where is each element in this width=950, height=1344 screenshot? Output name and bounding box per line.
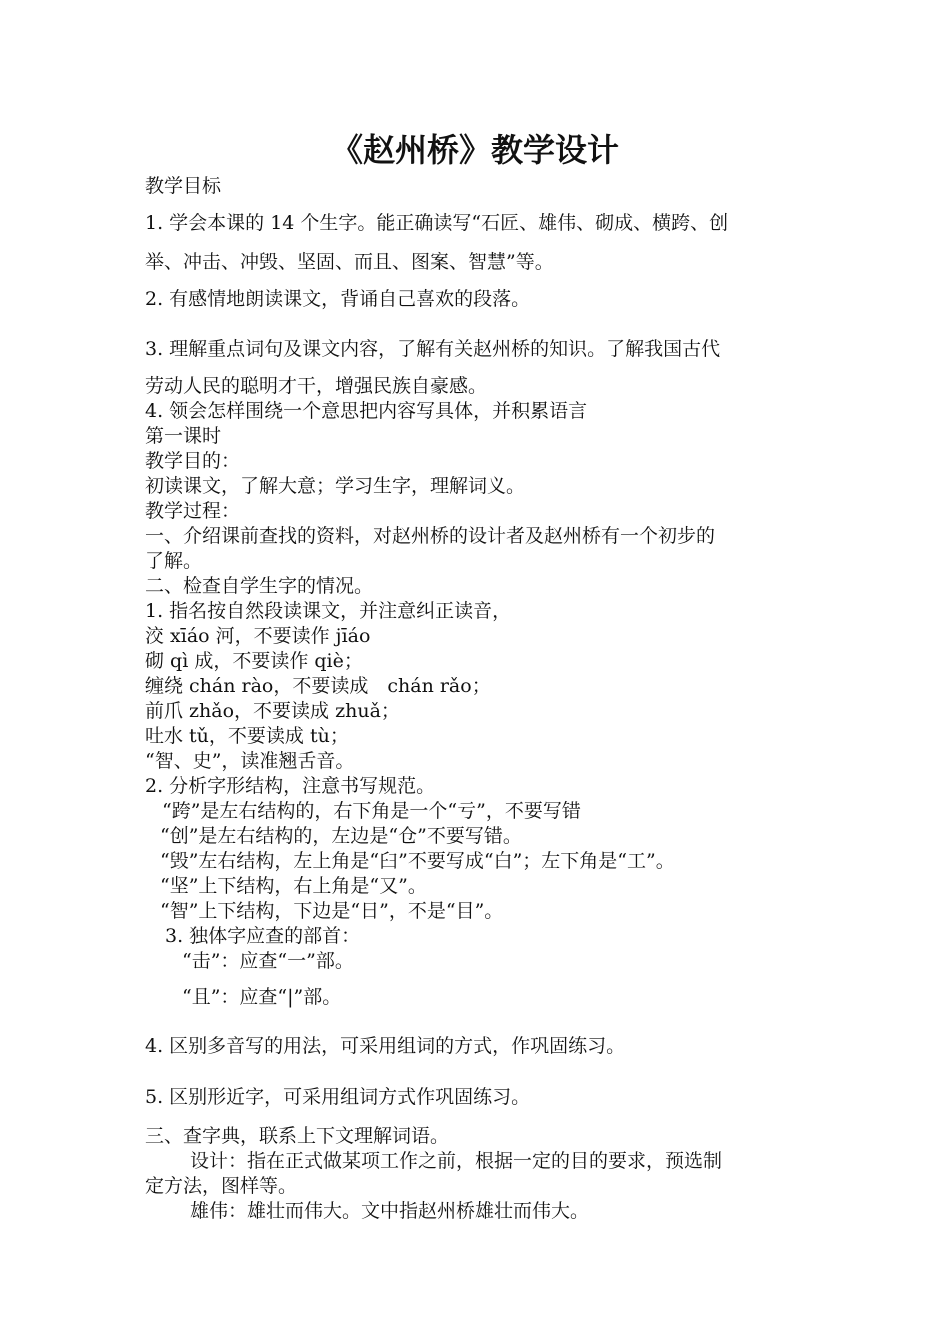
pronunciation-line: 前爪 zhǎo，不要读成 zhuǎ； [145, 700, 400, 722]
step-2-item-3: 3. 独体字应查的部首： [165, 925, 361, 947]
radical-line: “且”：应查“|”部。 [182, 986, 342, 1008]
purpose-heading: 教学目的： [145, 450, 241, 472]
section-heading-objectives: 教学目标 [145, 175, 222, 197]
pronunciation-line: 缠绕 chán rào，不要读成 chán rǎo； [145, 675, 491, 697]
objective-2: 2. 有感情地朗读课文，背诵自己喜欢的段落。 [145, 288, 531, 310]
step-1-line-1: 一、介绍课前查找的资料，对赵州桥的设计者及赵州桥有一个初步的 [145, 525, 716, 547]
step-2-heading: 二、检查自学生字的情况。 [145, 575, 374, 597]
objective-4: 4. 领会怎样围绕一个意思把内容写具体，并积累语言 [145, 400, 588, 422]
process-heading: 教学过程： [145, 500, 241, 522]
purpose-text: 初读课文，了解大意；学习生字，理解词义。 [145, 475, 526, 497]
objective-1-line-2: 举、冲击、冲毁、坚固、而且、图案、智慧”等。 [145, 251, 554, 273]
definition-line-3: 雄伟：雄壮而伟大。文中指赵州桥雄壮而伟大。 [190, 1200, 590, 1222]
step-2-item-5: 5. 区别形近字，可采用组词方式作巩固练习。 [145, 1086, 531, 1108]
pronunciation-line: 吐水 tǔ，不要读成 tù； [145, 725, 349, 747]
structure-line: “跨”是左右结构的，右下角是一个“亏”，不要写错 [162, 800, 581, 822]
step-2-item-1: 1. 指名按自然段读课文，并注意纠正读音， [145, 600, 512, 622]
structure-line: “创”是左右结构的，左边是“仓”不要写错。 [160, 825, 522, 847]
pronunciation-line: “智、史”，读准翘舌音。 [145, 750, 355, 772]
document-title: 《赵州桥》教学设计 [330, 131, 619, 169]
definition-line-1: 设计：指在正式做某项工作之前，根据一定的目的要求，预选制 [190, 1150, 723, 1172]
objective-1-line-1: 1. 学会本课的 14 个生字。能正确读写“石匠、雄伟、砌成、横跨、创 [145, 212, 729, 234]
lesson-heading: 第一课时 [145, 425, 222, 447]
objective-3-line-2: 劳动人民的聪明才干，增强民族自豪感。 [145, 375, 488, 397]
structure-line: “坚”上下结构，右上角是“又”。 [160, 875, 427, 897]
step-2-item-4: 4. 区别多音写的用法，可采用组词的方式，作巩固练习。 [145, 1035, 626, 1057]
step-1-line-2: 了解。 [145, 550, 203, 572]
radical-line: “击”：应查“一”部。 [182, 950, 354, 972]
step-2-item-2: 2. 分析字形结构，注意书写规范。 [145, 775, 436, 797]
step-3-heading: 三、查字典，联系上下文理解词语。 [145, 1125, 450, 1147]
definition-line-2: 定方法，图样等。 [145, 1175, 298, 1197]
pronunciation-line: 砌 qì 成，不要读作 qiè； [145, 650, 363, 672]
objective-3-line-1: 3. 理解重点词句及课文内容，了解有关赵州桥的知识。了解我国古代 [145, 338, 721, 360]
pronunciation-line: 洨 xīáo 河，不要读作 jīáo [145, 625, 371, 647]
structure-line: “智”上下结构，下边是“日”，不是“目”。 [160, 900, 504, 922]
structure-line: “毁”左右结构，左上角是“臼”不要写成“白”；左下角是“工”。 [160, 850, 675, 872]
